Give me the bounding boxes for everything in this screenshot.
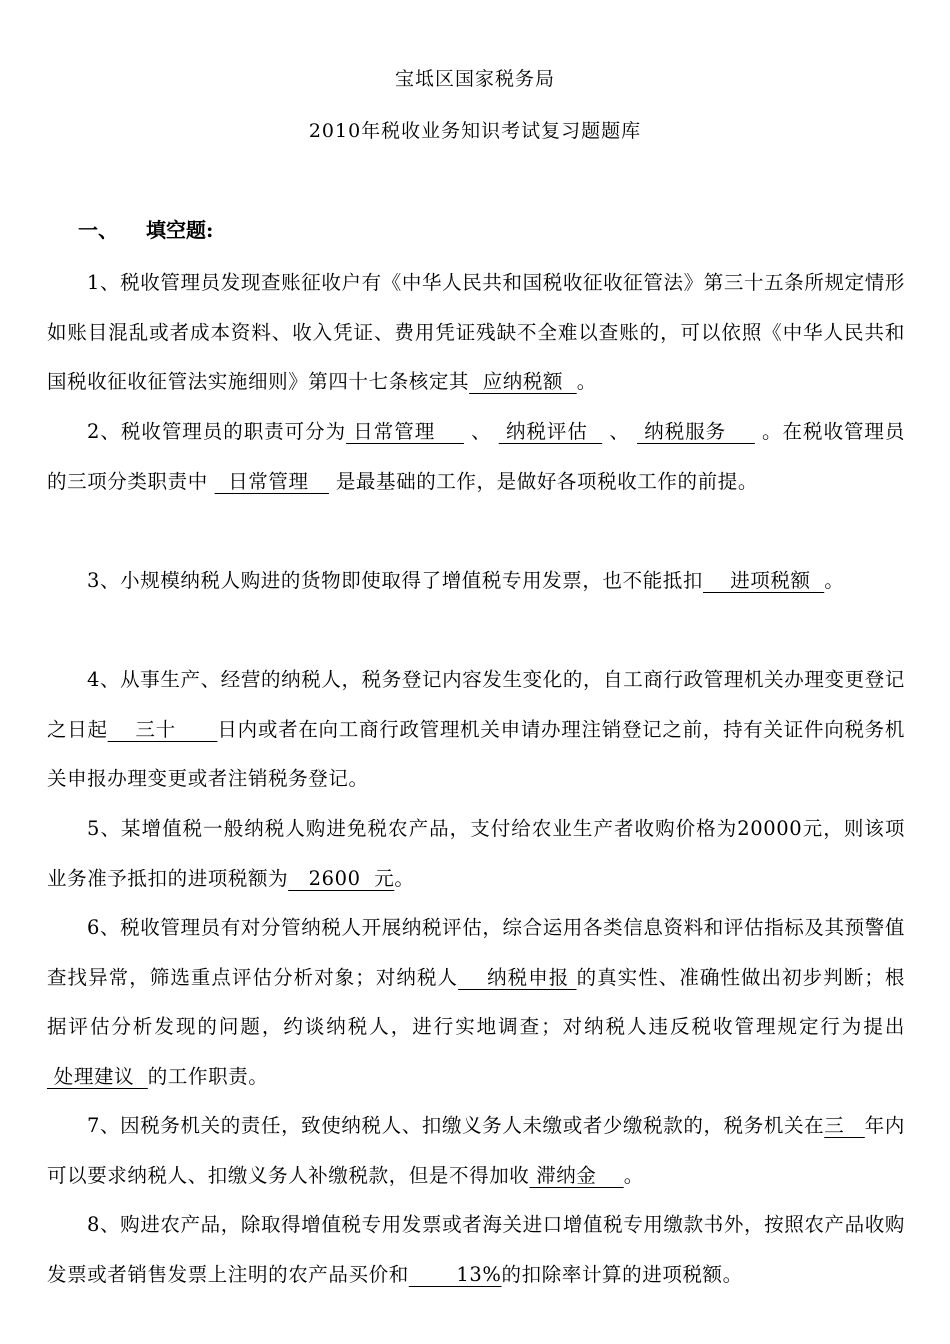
question-1: 1、税收管理员发现查账征收户有《中华人民共和国税收征收征管法》第三十五条所规定情形如账目混乱或者成本资料、收入凭证、费用凭证残缺不全难以查账的，可以依照《中华人民共和国税收征收征管法实施细则》第四十七条核定其 应纳税额 。 (47, 271, 905, 393)
question-2: 2、税收管理员的职责可分为 日常管理 、 纳税评估 、 纳税服务 。在税收管理员的三项分类职责中 日常管理 是最基础的工作，是做好各项税收工作的前提。 (47, 420, 906, 493)
question-4: 4、从事生产、经营的纳税人，税务登记内容发生变化的，自工商行政管理机关办理变更登记之日起 三十 日内或者在向工商行政管理机关申请办理注销登记之前，持有关证件向税务机关申报办理变更或者注销税务登记。 (47, 668, 905, 790)
answer-blank: 13% (408, 1262, 502, 1286)
section-heading (78, 214, 213, 243)
answer-blank: 三 (824, 1114, 865, 1137)
question-6: 6、税收管理员有对分管纳税人开展纳税评估，综合运用各类信息资料和评估指标及其预警值查找异常，筛选重点评估分析对象；对纳税人 纳税申报 的真实性、准确性做出初步判断；根据评估分析发现的问题，约谈纳税人，进行实地调查；对纳税人违反税收管理规定行为提出 处理建议 的工作职责。 (47, 916, 905, 1088)
answer-blank: 三十 (107, 717, 218, 741)
answer-blank: 进项税额 (703, 569, 825, 592)
answer-blank: 日常管理 (214, 469, 330, 493)
org-title: 宝坻区国家税务局 (394, 68, 555, 90)
question-7: 7、因税务机关的责任，致使纳税人、扣缴义务人未缴或者少缴税款的，税务机关在三 年内可以要求纳税人、扣缴义务人补缴税款，但是不得加收 滞纳金 。 (47, 1114, 905, 1187)
answer-blank: 纳税服务 (637, 420, 755, 443)
answer-blank: 纳税评估 (498, 420, 603, 443)
section-number: 一、 (78, 218, 118, 242)
answer-blank: 日常管理 (346, 420, 464, 443)
question-5: 5、某增值税一般纳税人购进免税农产品，支付给农业生产者收购价格为20000元，则该项业务准予抵扣的进项税额为 2600 元。 (47, 817, 905, 890)
answer-blank: 滞纳金 (529, 1163, 624, 1187)
document-title: 2010年税收业务知识考试复习题题库 (308, 120, 642, 142)
answer-blank: 处理建议 (47, 1064, 148, 1088)
answer-blank: 应纳税额 (469, 370, 577, 393)
question-3: 3、小规模纳税人购进的货物即使取得了增值税专用发票，也不能抵扣 进项税额 。 (87, 569, 845, 592)
question-8: 8、购进农产品，除取得增值税专用发票或者海关进口增值税专用缴款书外，按照农产品收购发票或者销售发票上注明的农产品买价和 13%的扣除率计算的进项税额。 (47, 1213, 905, 1286)
answer-blank: 纳税申报 (458, 965, 577, 989)
section-title: 填空题: (146, 218, 214, 242)
answer-blank: 2600 元 (288, 866, 395, 890)
